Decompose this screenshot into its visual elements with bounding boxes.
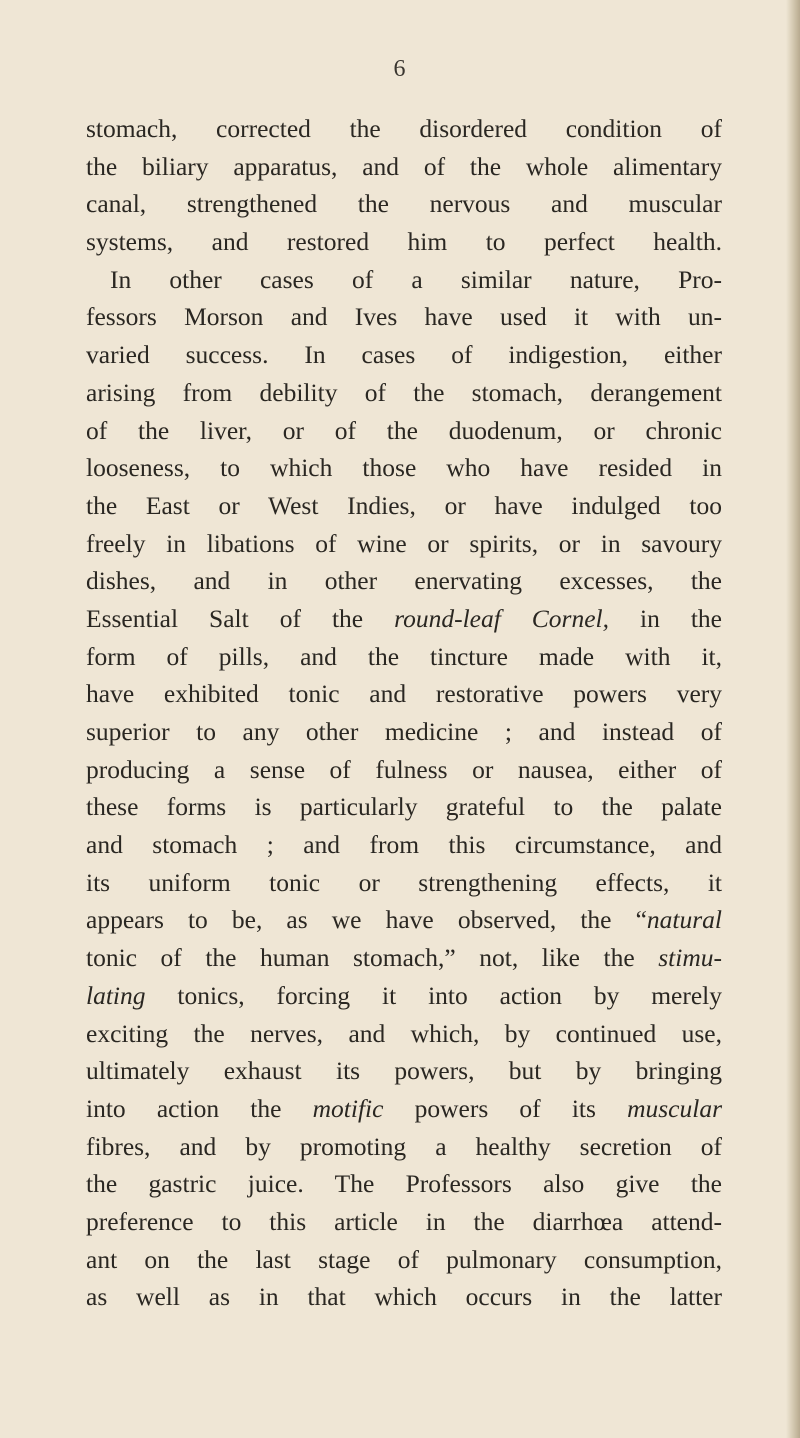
text-segment: have exhibited tonic and restorative powers very bbox=[86, 679, 722, 709]
text-line bbox=[86, 1052, 722, 1090]
text-line bbox=[86, 487, 722, 525]
text-line bbox=[86, 751, 722, 789]
text-segment: systems, and restored him to perfect health. bbox=[86, 227, 722, 257]
text-segment: its uniform tonic or strengthening effects, it bbox=[86, 867, 722, 897]
text-line bbox=[86, 185, 722, 223]
text-line bbox=[86, 1241, 722, 1279]
text-line bbox=[86, 675, 722, 713]
text-line bbox=[86, 110, 722, 148]
italic-text: lating bbox=[86, 980, 146, 1010]
text-segment: as well as in that which occurs in the latter bbox=[86, 1282, 722, 1312]
text-segment: the East or West Indies, or have indulged too bbox=[86, 490, 722, 520]
page-edge-shadow bbox=[786, 0, 800, 1438]
text-segment: In other cases of a similar nature, Pro- bbox=[110, 264, 722, 294]
text-segment: arising from debility of the stomach, derangement bbox=[86, 377, 722, 407]
text-segment: preference to this article in the diarrhœa attend- bbox=[86, 1206, 722, 1236]
text-line bbox=[86, 374, 722, 412]
text-segment: of the liver, or of the duodenum, or chronic bbox=[86, 415, 722, 445]
text-line bbox=[86, 449, 722, 487]
text-segment: in the bbox=[609, 603, 722, 633]
text-segment: looseness, to which those who have resided in bbox=[86, 453, 722, 483]
italic-text: natural bbox=[646, 905, 722, 935]
text-segment: freely in libations of wine or spirits, or in savoury bbox=[86, 528, 722, 558]
text-line bbox=[86, 1165, 722, 1203]
text-segment: tonic of the human stomach,” not, like the bbox=[86, 943, 659, 973]
text-segment: Essential Salt of the bbox=[86, 603, 395, 633]
text-line bbox=[86, 148, 722, 186]
text-line bbox=[86, 713, 722, 751]
page-number: 6 bbox=[393, 56, 407, 82]
text-segment: tonics, forcing it into action by merely bbox=[145, 980, 722, 1010]
text-segment: dishes, and in other enervating excesses, the bbox=[86, 566, 722, 596]
text-line bbox=[86, 1090, 722, 1128]
text-segment: these forms is particularly grateful to the palate bbox=[86, 792, 722, 822]
text-line bbox=[86, 1278, 722, 1316]
text-line bbox=[86, 901, 722, 939]
italic-text: stimu- bbox=[658, 943, 722, 973]
text-segment: superior to any other medicine ; and instead of bbox=[86, 717, 722, 746]
text-line bbox=[86, 826, 722, 864]
text-segment: the biliary apparatus, and of the whole alimentary bbox=[86, 151, 722, 181]
text-line bbox=[86, 261, 722, 299]
text-segment: the gastric juice. The Professors also give the bbox=[86, 1169, 722, 1199]
text-segment: fibres, and by promoting a healthy secretion of bbox=[86, 1131, 722, 1161]
text-line bbox=[86, 939, 722, 977]
text-segment: stomach, corrected the disordered condition of bbox=[86, 114, 722, 143]
italic-text: motific bbox=[312, 1093, 384, 1123]
text-segment: into action the bbox=[86, 1093, 313, 1123]
text-line bbox=[86, 562, 722, 600]
italic-text: round-leaf Cornel, bbox=[394, 603, 610, 633]
text-segment: and stomach ; and from this circumstance, and bbox=[86, 830, 722, 860]
text-segment: ant on the last stage of pulmonary consumption, bbox=[86, 1244, 722, 1274]
text-line bbox=[86, 1015, 722, 1053]
text-line bbox=[86, 600, 722, 638]
text-line bbox=[86, 638, 722, 676]
text-line bbox=[86, 223, 722, 261]
italic-text: muscular bbox=[627, 1093, 723, 1123]
text-segment: exciting the nerves, and which, by continued use, bbox=[86, 1018, 722, 1048]
text-segment: appears to be, as we have observed, the “ bbox=[86, 905, 647, 935]
text-line bbox=[86, 412, 722, 450]
text-segment: canal, strengthened the nervous and muscular bbox=[86, 189, 722, 219]
text-segment: form of pills, and the tincture made with it, bbox=[86, 641, 722, 671]
text-segment: fessors Morson and Ives have used it with un- bbox=[86, 302, 722, 332]
text-line bbox=[86, 788, 722, 826]
text-line bbox=[86, 1203, 722, 1241]
text-segment: ultimately exhaust its powers, but by bringing bbox=[86, 1056, 722, 1086]
text-line bbox=[86, 525, 722, 563]
text-segment: producing a sense of fulness or nausea, either of bbox=[86, 754, 722, 784]
text-segment: varied success. In cases of indigestion, either bbox=[86, 340, 722, 370]
text-line bbox=[86, 1128, 722, 1166]
text-line bbox=[86, 336, 722, 374]
body-text bbox=[86, 110, 722, 1316]
text-line bbox=[86, 298, 722, 336]
text-line bbox=[86, 977, 722, 1015]
text-line bbox=[86, 864, 722, 902]
text-segment: powers of its bbox=[383, 1093, 628, 1123]
